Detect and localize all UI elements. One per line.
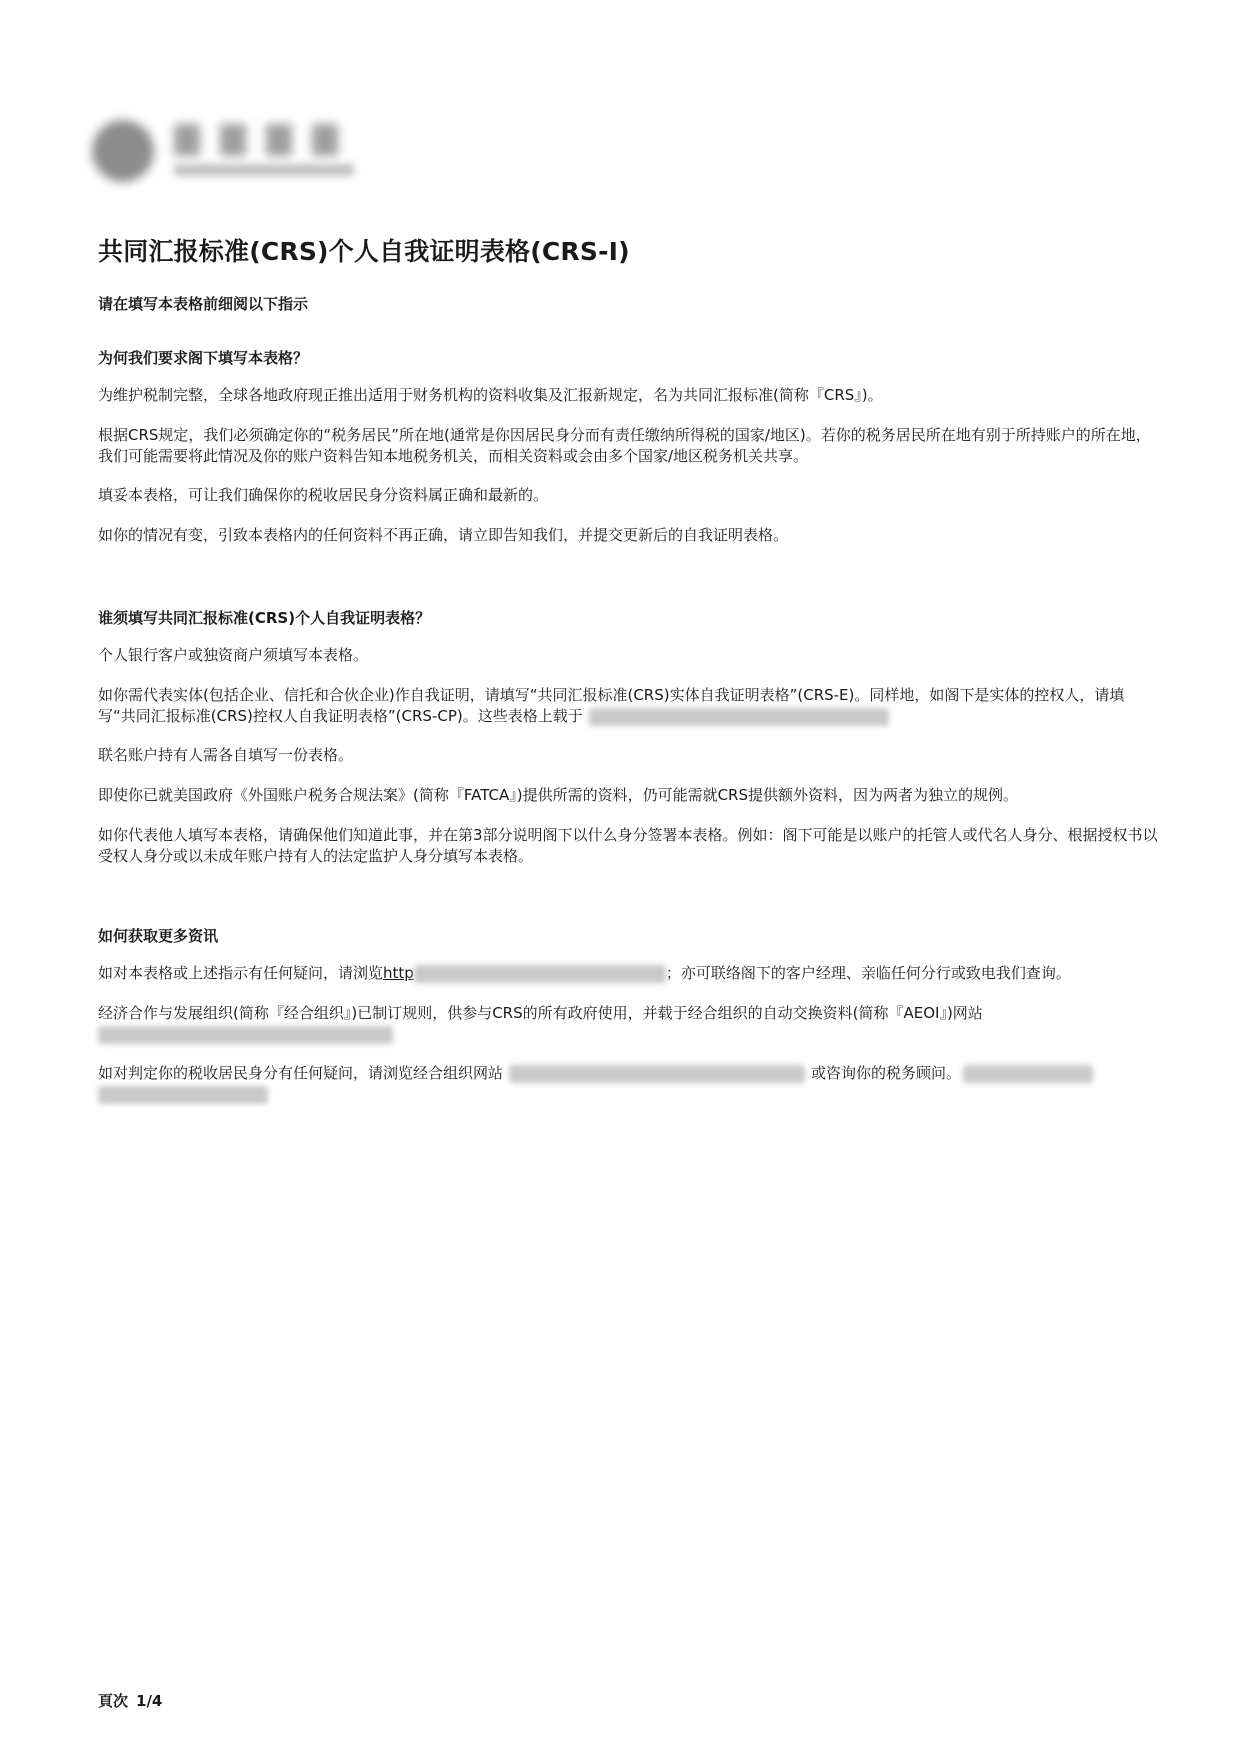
- page-title: 共同汇报标准(CRS)个人自我证明表格(CRS-I): [98, 237, 630, 266]
- more-paragraph-2-text: 经济合作与发展组织(简称『经合组织』)已制订规则，供参与CRS的所有政府使用，并载于经合组织的自动交换资料(简称『AEOI』)网站: [98, 1004, 983, 1022]
- more-heading: 如何获取更多资讯: [98, 927, 219, 945]
- bank-website-url-blurred[interactable]: [414, 965, 666, 983]
- instruction-heading: 请在填写本表格前细阅以下指示: [98, 295, 309, 313]
- why-paragraph-2: 根据CRS规定，我们必须确定你的“税务居民”所在地(通常是你因居民身分而有责任缴纳所得税的国家/地区)。若你的税务居民所在地有别于所持账户的所在地，我们可能需要将此情况及你的账户资料告知本地税务机关，而相关资料或会由多个国家/地区税务机关共享。: [98, 426, 1151, 465]
- oecd-url-blurred[interactable]: [509, 1065, 805, 1083]
- bank-website-link[interactable]: http: [383, 964, 414, 982]
- aeoi-url-blurred[interactable]: [98, 1026, 393, 1044]
- who-paragraph-2-text: 如你需代表实体(包括企业、信托和合伙企业)作自我证明，请填写“共同汇报标准(CRS)实体自我证明表格”(CRS-E)。同样地，如阁下是实体的控权人，请填写“共同汇报标准(CRS)控权人自我证明表格”(CRS-CP)。这些表格上载于: [98, 686, 1125, 725]
- more-paragraph-3: [98, 1063, 1160, 1105]
- page-footer: [98, 1690, 162, 1711]
- who-paragraph-5: 如你代表他人填写本表格，请确保他们知道此事，并在第3部分说明阁下以什么身分签署本表格。例如：阁下可能是以账户的托管人或代名人身分、根据授权书以受权人身分或以未成年账户持有人的法定监护人身分填写本表格。: [98, 826, 1158, 865]
- more-paragraph-1-after: ；亦可联络阁下的客户经理、亲临任何分行或致电我们查询。: [665, 964, 1071, 982]
- why-paragraph-1: 为维护税制完整，全球各地政府现正推出适用于财务机构的资料收集及汇报新规定，名为共同汇报标准(简称『CRS』)。: [98, 386, 883, 404]
- more-paragraph-2: [98, 1003, 1160, 1045]
- forms-url-blurred[interactable]: [589, 708, 889, 726]
- bank-english-name-blurred: [174, 164, 354, 176]
- who-paragraph-3: 联名账户持有人需各自填写一份表格。: [98, 746, 354, 764]
- page-number: 1/4: [136, 1692, 163, 1710]
- more-paragraph-3-before: 如对判定你的税收居民身分有任何疑问，请浏览经合组织网站: [98, 1064, 504, 1082]
- bank-name-blurred: [174, 124, 354, 156]
- who-paragraph-2: [98, 685, 1160, 727]
- trailing-url-blurred[interactable]: [963, 1065, 1093, 1083]
- bank-logo-icon: [92, 120, 154, 182]
- page-label: 頁次: [98, 1692, 129, 1710]
- why-heading: 为何我们要求阁下填写本表格？: [98, 349, 309, 367]
- more-paragraph-3-after: 或咨询你的税务顾问。: [811, 1064, 962, 1082]
- who-heading: 谁须填写共同汇报标准(CRS)个人自我证明表格？: [98, 609, 431, 627]
- trailing-url-continuation-blurred[interactable]: [98, 1086, 268, 1104]
- who-paragraph-1: 个人银行客户或独资商户须填写本表格。: [98, 646, 369, 664]
- who-paragraph-4: 即使你已就美国政府《外国账户税务合规法案》(简称『FATCA』)提供所需的资料，仍可能需就CRS提供额外资料，因为两者为独立的规例。: [98, 786, 1018, 804]
- more-paragraph-1-before: 如对本表格或上述指示有任何疑问，请浏览: [98, 964, 384, 982]
- why-paragraph-3: 填妥本表格，可让我们确保你的税收居民身分资料属正确和最新的。: [98, 486, 549, 504]
- why-paragraph-4: 如你的情况有变，引致本表格内的任何资料不再正确，请立即告知我们，并提交更新后的自我证明表格。: [98, 526, 789, 544]
- bank-logo: [92, 118, 362, 188]
- more-paragraph-1: [98, 963, 1160, 984]
